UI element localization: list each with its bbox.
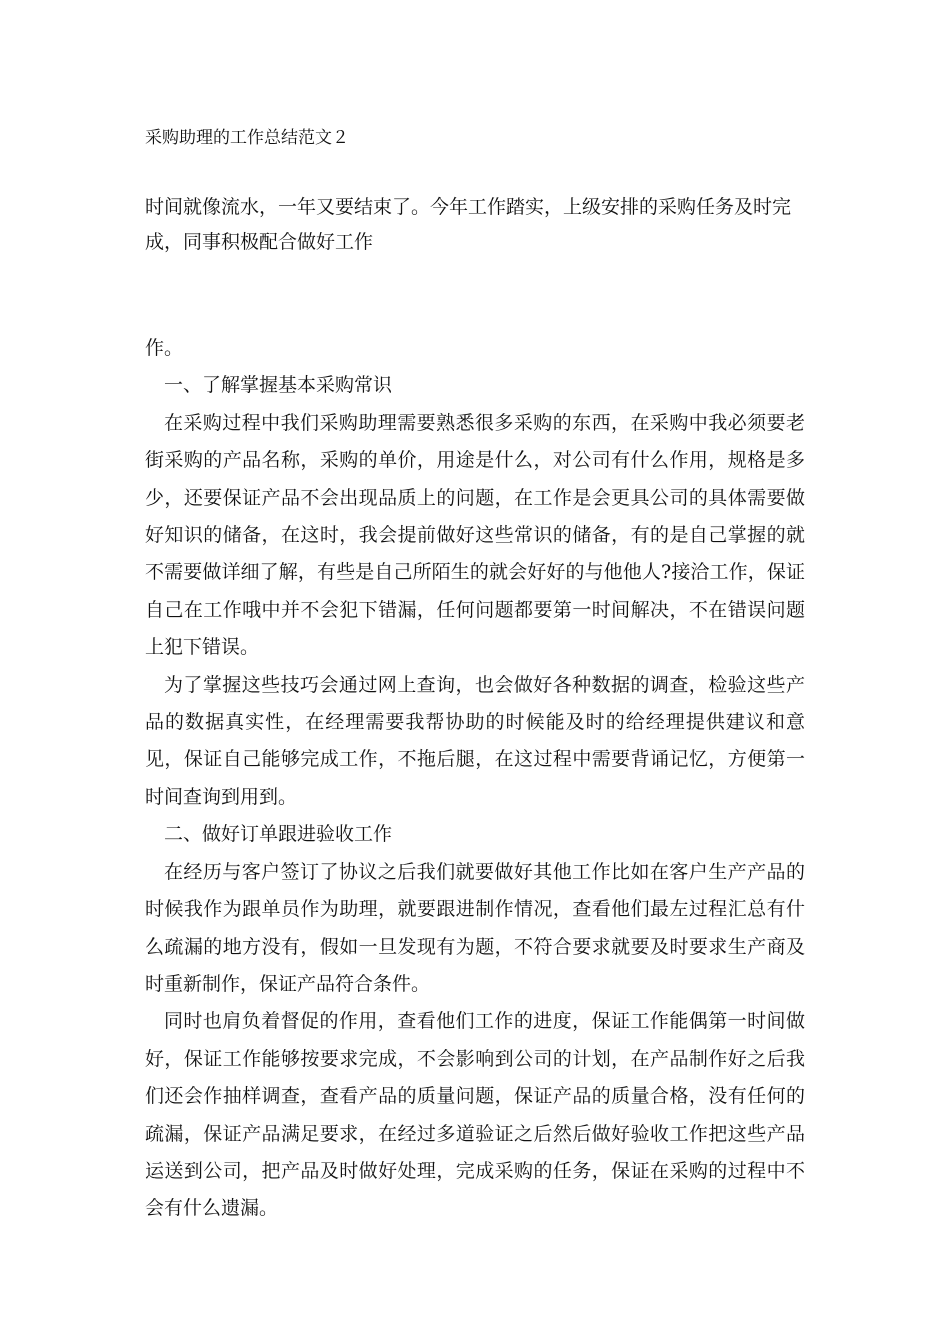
body-paragraph-4: 同时也肩负着督促的作用，查看他们工作的进度，保证工作能偶第一时间做好，保证工作能够按要求完成，不会影响到公司的计划，在产品制作好之后我们还会作抽样调查，查看产品的质量问题，保证产品的质量合格，没有任何的疏漏，保证产品满足要求，在经过多道验证之后然后做好验收工作把这些产品运送到公司，把产品及时做好处理，完成采购的任务，保证在采购的过程中不会有什么遗漏。	[145, 1010, 805, 1220]
continuation-text: 作。	[145, 337, 184, 359]
body-paragraph-3: 在经历与客户签订了协议之后我们就要做好其他工作比如在客户生产产品的时候我作为跟单员作为助理，就要跟进制作情况，查看他们最左过程汇总有什么疏漏的地方没有，假如一旦发现有为题，不符合要求就要及时要求生产商及时重新制作，保证产品符合条件。	[145, 860, 805, 995]
intro-paragraph: 时间就像流水，一年又要结束了。今年工作踏实，上级安排的采购任务及时完成，同事积极配合做好工作	[145, 196, 792, 253]
body-paragraph-1: 在采购过程中我们采购助理需要熟悉很多采购的东西，在采购中我必须要老街采购的产品名称，采购的单价，用途是什么，对公司有什么作用，规格是多少，还要保证产品不会出现品质上的问题，在工作是会更具公司的具体需要做好知识的储备，在这时，我会提前做好这些常识的储备，有的是自己掌握的就不需要做详细了解，有些是自己所陌生的就会好好的与他他人?接洽工作，保证自己在工作哦中并不会犯下错漏，任何问题都要第一时间解决，不在错误问题上犯下错误。	[145, 411, 805, 659]
document-title: 采购助理的工作总结范文２	[145, 128, 349, 148]
document-body	[145, 330, 805, 1228]
section-heading-2: 二、做好订单跟进验收工作	[164, 823, 393, 846]
body-paragraph-2: 为了掌握这些技巧会通过网上查询，也会做好各种数据的调查，检验这些产品的数据真实性，在经理需要我帮协助的时候能及时的给经理提供建议和意见，保证自己能够完成工作，不拖后腿，在这过程中需要背诵记忆，方便第一时间查询到用到。	[145, 673, 805, 808]
section-heading-1: 一、了解掌握基本采购常识	[164, 374, 393, 397]
